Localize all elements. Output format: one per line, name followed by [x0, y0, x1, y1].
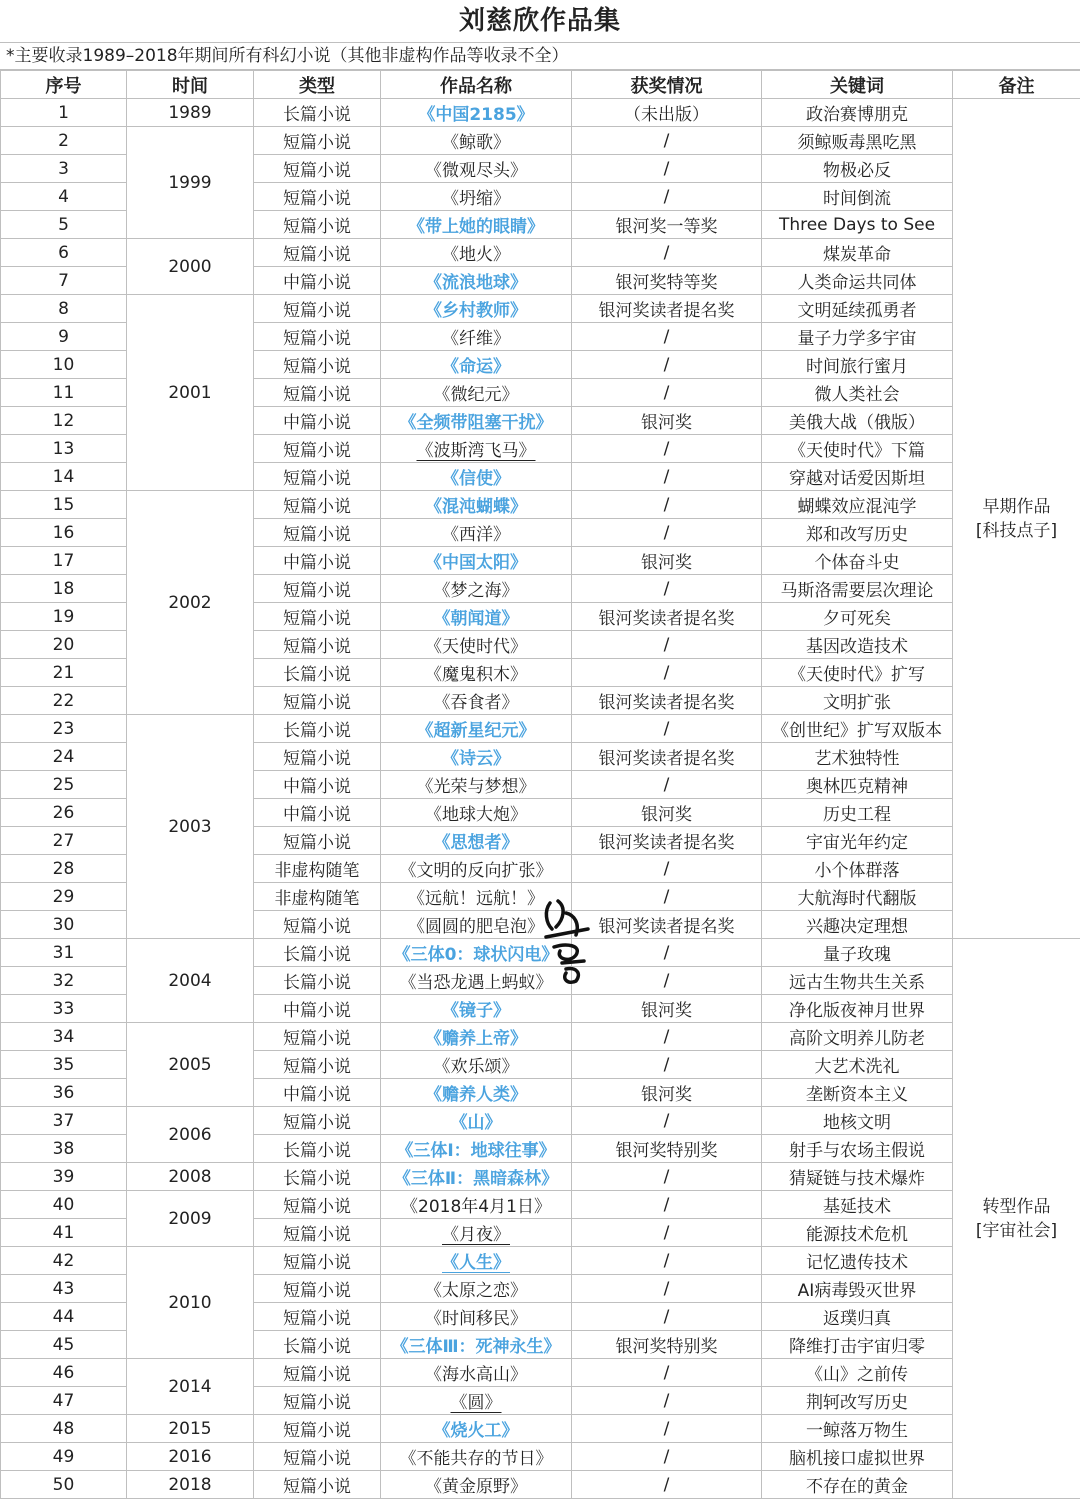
row-keyword: 量子力学多宇宙	[762, 323, 953, 351]
row-award: 银河奖读者提名奖	[572, 743, 762, 771]
row-year: 2008	[127, 1163, 254, 1191]
row-keyword: 大航海时代翻版	[762, 883, 953, 911]
row-work-title: 《地球大炮》	[381, 799, 572, 827]
row-no: 7	[1, 267, 127, 295]
row-work-title: 《圆圆的肥皂泡》	[381, 911, 572, 939]
header-year: 时间	[127, 71, 254, 99]
row-no: 38	[1, 1135, 127, 1163]
row-year: 2005	[127, 1023, 254, 1107]
row-work-title: 《光荣与梦想》	[381, 771, 572, 799]
page-title: 刘慈欣作品集	[0, 0, 1080, 43]
row-year: 1989	[127, 99, 254, 127]
row-no: 15	[1, 491, 127, 519]
row-keyword: 脑机接口虚拟世界	[762, 1443, 953, 1471]
row-keyword: 基延技术	[762, 1191, 953, 1219]
row-no: 28	[1, 855, 127, 883]
row-type: 短篇小说	[254, 911, 381, 939]
row-type: 中篇小说	[254, 547, 381, 575]
row-award: /	[572, 323, 762, 351]
row-keyword: 射手与农场主假说	[762, 1135, 953, 1163]
row-award: 银河奖读者提名奖	[572, 911, 762, 939]
row-no: 37	[1, 1107, 127, 1135]
row-award: 银河奖	[572, 1079, 762, 1107]
row-work-title: 《超新星纪元》	[381, 715, 572, 743]
row-year: 2015	[127, 1415, 254, 1443]
row-award: /	[572, 1247, 762, 1275]
row-type: 短篇小说	[254, 827, 381, 855]
row-type: 短篇小说	[254, 183, 381, 211]
row-keyword: 宇宙光年约定	[762, 827, 953, 855]
row-year: 2002	[127, 491, 254, 715]
row-work-title: 《山》	[381, 1107, 572, 1135]
row-award: /	[572, 155, 762, 183]
row-keyword: 高阶文明养儿防老	[762, 1023, 953, 1051]
signature-seal	[536, 893, 600, 989]
row-work-title: 《远航！远航！》	[381, 883, 572, 911]
row-work-title: 《朝闻道》	[381, 603, 572, 631]
row-no: 20	[1, 631, 127, 659]
row-no: 23	[1, 715, 127, 743]
row-no: 40	[1, 1191, 127, 1219]
row-award: /	[572, 1415, 762, 1443]
row-no: 43	[1, 1275, 127, 1303]
scope-note: *主要收录1989–2018年期间所有科幻小说（其他非虚构作品等收录不全）	[0, 43, 1080, 70]
row-type: 短篇小说	[254, 155, 381, 183]
row-type: 短篇小说	[254, 1303, 381, 1331]
row-type: 短篇小说	[254, 687, 381, 715]
row-keyword: 人类命运共同体	[762, 267, 953, 295]
row-no: 47	[1, 1387, 127, 1415]
table-row	[1, 715, 1080, 743]
row-no: 13	[1, 435, 127, 463]
row-work-title: 《微纪元》	[381, 379, 572, 407]
table-body	[1, 99, 1080, 1499]
row-no: 25	[1, 771, 127, 799]
row-award: /	[572, 1163, 762, 1191]
row-keyword: 净化版夜神月世界	[762, 995, 953, 1023]
row-work-title: 《诗云》	[381, 743, 572, 771]
row-year: 2009	[127, 1191, 254, 1247]
row-keyword: 地核文明	[762, 1107, 953, 1135]
row-no: 4	[1, 183, 127, 211]
row-keyword: 艺术独特性	[762, 743, 953, 771]
row-award: /	[572, 1275, 762, 1303]
row-type: 短篇小说	[254, 1247, 381, 1275]
row-work-title: 《纤维》	[381, 323, 572, 351]
table-row	[1, 1023, 1080, 1051]
works-table	[0, 70, 1080, 1499]
row-type: 短篇小说	[254, 603, 381, 631]
row-no: 21	[1, 659, 127, 687]
row-year: 1999	[127, 127, 254, 239]
row-keyword: 须鲸贩毒黑吃黑	[762, 127, 953, 155]
row-no: 36	[1, 1079, 127, 1107]
row-year: 2010	[127, 1247, 254, 1359]
row-award: /	[572, 1387, 762, 1415]
row-work-title: 《2018年4月1日》	[381, 1191, 572, 1219]
row-type: 短篇小说	[254, 323, 381, 351]
table-row	[1, 1415, 1080, 1443]
row-keyword: 降维打击宇宙归零	[762, 1331, 953, 1359]
row-keyword: 《天使时代》扩写	[762, 659, 953, 687]
row-type: 短篇小说	[254, 1471, 381, 1499]
row-no: 26	[1, 799, 127, 827]
row-keyword: 小个体群落	[762, 855, 953, 883]
row-type: 长篇小说	[254, 967, 381, 995]
row-type: 短篇小说	[254, 743, 381, 771]
row-no: 22	[1, 687, 127, 715]
row-work-title: 《三体Ⅰ：地球往事》	[381, 1135, 572, 1163]
row-type: 短篇小说	[254, 1275, 381, 1303]
header-remark: 备注	[953, 71, 1080, 99]
row-work-title: 《时间移民》	[381, 1303, 572, 1331]
row-work-title: 《梦之海》	[381, 575, 572, 603]
row-award: /	[572, 883, 762, 911]
row-award: 银河奖特别奖	[572, 1135, 762, 1163]
row-type: 短篇小说	[254, 379, 381, 407]
row-type: 中篇小说	[254, 995, 381, 1023]
table-row	[1, 1471, 1080, 1499]
row-year: 2001	[127, 295, 254, 491]
row-no: 11	[1, 379, 127, 407]
row-award: /	[572, 491, 762, 519]
row-no: 24	[1, 743, 127, 771]
row-work-title: 《微观尽头》	[381, 155, 572, 183]
row-keyword: Three Days to See	[762, 211, 953, 239]
row-work-title: 《带上她的眼睛》	[381, 211, 572, 239]
row-type: 短篇小说	[254, 1191, 381, 1219]
row-no: 17	[1, 547, 127, 575]
table-row	[1, 127, 1080, 155]
row-no: 41	[1, 1219, 127, 1247]
row-award: /	[572, 1023, 762, 1051]
row-no: 48	[1, 1415, 127, 1443]
row-keyword: 《天使时代》下篇	[762, 435, 953, 463]
table-row	[1, 99, 1080, 127]
row-award: /	[572, 463, 762, 491]
row-type: 长篇小说	[254, 659, 381, 687]
table-row	[1, 1359, 1080, 1387]
row-keyword: 蝴蝶效应混沌学	[762, 491, 953, 519]
row-keyword: 一鲸落万物生	[762, 1415, 953, 1443]
row-keyword: 政治赛博朋克	[762, 99, 953, 127]
row-year: 2018	[127, 1471, 254, 1499]
row-no: 29	[1, 883, 127, 911]
row-work-title: 《三体Ⅲ：死神永生》	[381, 1331, 572, 1359]
row-work-title: 《吞食者》	[381, 687, 572, 715]
row-type: 短篇小说	[254, 1359, 381, 1387]
header-no: 序号	[1, 71, 127, 99]
row-year: 2016	[127, 1443, 254, 1471]
row-year: 2004	[127, 939, 254, 1023]
row-award: /	[572, 183, 762, 211]
row-work-title: 《海水高山》	[381, 1359, 572, 1387]
header-type: 类型	[254, 71, 381, 99]
row-keyword: AI病毒毁灭世界	[762, 1275, 953, 1303]
row-keyword: 郑和改写历史	[762, 519, 953, 547]
row-type: 短篇小说	[254, 351, 381, 379]
row-type: 长篇小说	[254, 99, 381, 127]
row-no: 50	[1, 1471, 127, 1499]
row-type: 长篇小说	[254, 1331, 381, 1359]
row-keyword: 《创世纪》扩写双版本	[762, 715, 953, 743]
row-award: /	[572, 1219, 762, 1247]
row-award: 银河奖	[572, 407, 762, 435]
row-no: 35	[1, 1051, 127, 1079]
row-award: 银河奖特等奖	[572, 267, 762, 295]
row-no: 19	[1, 603, 127, 631]
row-type: 短篇小说	[254, 1107, 381, 1135]
table-row	[1, 295, 1080, 323]
row-keyword: 记忆遗传技术	[762, 1247, 953, 1275]
row-type: 长篇小说	[254, 715, 381, 743]
row-keyword: 文明扩张	[762, 687, 953, 715]
row-keyword: 大艺术洗礼	[762, 1051, 953, 1079]
row-award: /	[572, 519, 762, 547]
row-type: 非虚构随笔	[254, 883, 381, 911]
row-keyword: 文明延续孤勇者	[762, 295, 953, 323]
row-award: /	[572, 1359, 762, 1387]
row-no: 44	[1, 1303, 127, 1331]
row-type: 长篇小说	[254, 1135, 381, 1163]
row-work-title: 《人生》	[381, 1247, 572, 1275]
row-keyword: 历史工程	[762, 799, 953, 827]
row-type: 长篇小说	[254, 1163, 381, 1191]
row-award: 银河奖读者提名奖	[572, 603, 762, 631]
row-award: 银河奖	[572, 995, 762, 1023]
row-award: /	[572, 715, 762, 743]
row-no: 12	[1, 407, 127, 435]
row-keyword: 马斯洛需要层次理论	[762, 575, 953, 603]
row-award: 银河奖	[572, 799, 762, 827]
row-no: 34	[1, 1023, 127, 1051]
row-type: 短篇小说	[254, 491, 381, 519]
table-row	[1, 1107, 1080, 1135]
row-no: 14	[1, 463, 127, 491]
row-work-title: 《全频带阻塞干扰》	[381, 407, 572, 435]
row-work-title: 《鲸歌》	[381, 127, 572, 155]
row-keyword: 时间旅行蜜月	[762, 351, 953, 379]
row-keyword: 猜疑链与技术爆炸	[762, 1163, 953, 1191]
row-no: 30	[1, 911, 127, 939]
row-work-title: 《乡村教师》	[381, 295, 572, 323]
row-work-title: 《当恐龙遇上蚂蚁》	[381, 967, 572, 995]
row-remark: 转型作品 [宇宙社会]	[953, 939, 1080, 1499]
row-no: 1	[1, 99, 127, 127]
row-keyword: 时间倒流	[762, 183, 953, 211]
row-year: 2014	[127, 1359, 254, 1415]
row-type: 短篇小说	[254, 1023, 381, 1051]
row-work-title: 《西洋》	[381, 519, 572, 547]
row-no: 3	[1, 155, 127, 183]
row-type: 短篇小说	[254, 575, 381, 603]
row-no: 49	[1, 1443, 127, 1471]
row-award: /	[572, 855, 762, 883]
row-type: 中篇小说	[254, 771, 381, 799]
row-award: /	[572, 1443, 762, 1471]
row-work-title: 《月夜》	[381, 1219, 572, 1247]
row-work-title: 《混沌蝴蝶》	[381, 491, 572, 519]
row-no: 6	[1, 239, 127, 267]
row-work-title: 《坍缩》	[381, 183, 572, 211]
row-type: 短篇小说	[254, 1387, 381, 1415]
row-keyword: 能源技术危机	[762, 1219, 953, 1247]
row-type: 短篇小说	[254, 435, 381, 463]
row-year: 2000	[127, 239, 254, 295]
row-keyword: 夕可死矣	[762, 603, 953, 631]
row-keyword: 奥林匹克精神	[762, 771, 953, 799]
row-no: 39	[1, 1163, 127, 1191]
row-type: 短篇小说	[254, 239, 381, 267]
row-type: 短篇小说	[254, 519, 381, 547]
row-work-title: 《烧火工》	[381, 1415, 572, 1443]
row-remark: 早期作品 [科技点子]	[953, 99, 1080, 939]
row-type: 短篇小说	[254, 127, 381, 155]
row-work-title: 《中国2185》	[381, 99, 572, 127]
row-type: 短篇小说	[254, 1415, 381, 1443]
row-type: 中篇小说	[254, 1079, 381, 1107]
row-award: /	[572, 939, 762, 967]
row-work-title: 《地火》	[381, 239, 572, 267]
row-no: 18	[1, 575, 127, 603]
row-work-title: 《文明的反向扩张》	[381, 855, 572, 883]
row-type: 中篇小说	[254, 267, 381, 295]
row-type: 短篇小说	[254, 211, 381, 239]
row-no: 2	[1, 127, 127, 155]
row-no: 32	[1, 967, 127, 995]
row-award: /	[572, 631, 762, 659]
row-award: /	[572, 1051, 762, 1079]
row-work-title: 《三体0：球状闪电》	[381, 939, 572, 967]
row-keyword: 个体奋斗史	[762, 547, 953, 575]
row-type: 非虚构随笔	[254, 855, 381, 883]
row-keyword: 垄断资本主义	[762, 1079, 953, 1107]
row-award: 银河奖特别奖	[572, 1331, 762, 1359]
row-award: /	[572, 1107, 762, 1135]
row-award: /	[572, 967, 762, 995]
row-award: /	[572, 379, 762, 407]
row-work-title: 《流浪地球》	[381, 267, 572, 295]
row-keyword: 不存在的黄金	[762, 1471, 953, 1499]
row-work-title: 《黄金原野》	[381, 1471, 572, 1499]
row-year: 2006	[127, 1107, 254, 1163]
row-work-title: 《三体Ⅱ：黑暗森林》	[381, 1163, 572, 1191]
header-work: 作品名称	[381, 71, 572, 99]
row-award: 银河奖读者提名奖	[572, 687, 762, 715]
row-work-title: 《思想者》	[381, 827, 572, 855]
row-keyword: 返璞归真	[762, 1303, 953, 1331]
row-type: 长篇小说	[254, 939, 381, 967]
table-row	[1, 239, 1080, 267]
row-type: 短篇小说	[254, 1443, 381, 1471]
row-type: 短篇小说	[254, 463, 381, 491]
row-keyword: 基因改造技术	[762, 631, 953, 659]
row-no: 16	[1, 519, 127, 547]
row-award: 银河奖读者提名奖	[572, 295, 762, 323]
row-no: 27	[1, 827, 127, 855]
row-keyword: 美俄大战（俄版）	[762, 407, 953, 435]
row-award: /	[572, 659, 762, 687]
row-no: 9	[1, 323, 127, 351]
table-row	[1, 491, 1080, 519]
row-year: 2003	[127, 715, 254, 939]
row-work-title: 《镜子》	[381, 995, 572, 1023]
row-work-title: 《中国太阳》	[381, 547, 572, 575]
row-keyword: 穿越对话爱因斯坦	[762, 463, 953, 491]
row-work-title: 《欢乐颂》	[381, 1051, 572, 1079]
row-award: /	[572, 575, 762, 603]
row-award: 银河奖读者提名奖	[572, 827, 762, 855]
row-work-title: 《圆》	[381, 1387, 572, 1415]
row-award: （未出版）	[572, 99, 762, 127]
row-no: 31	[1, 939, 127, 967]
row-work-title: 《魔鬼积木》	[381, 659, 572, 687]
row-keyword: 量子玫瑰	[762, 939, 953, 967]
row-keyword: 微人类社会	[762, 379, 953, 407]
row-no: 33	[1, 995, 127, 1023]
row-award: 银河奖一等奖	[572, 211, 762, 239]
table-row	[1, 1443, 1080, 1471]
row-no: 45	[1, 1331, 127, 1359]
row-work-title: 《信使》	[381, 463, 572, 491]
row-award: /	[572, 1191, 762, 1219]
row-award: /	[572, 435, 762, 463]
row-work-title: 《命运》	[381, 351, 572, 379]
row-keyword: 物极必反	[762, 155, 953, 183]
row-type: 短篇小说	[254, 1219, 381, 1247]
table-row	[1, 1247, 1080, 1275]
row-no: 42	[1, 1247, 127, 1275]
row-no: 8	[1, 295, 127, 323]
row-no: 10	[1, 351, 127, 379]
row-award: /	[572, 127, 762, 155]
row-no: 5	[1, 211, 127, 239]
row-award: /	[572, 771, 762, 799]
row-award: /	[572, 1471, 762, 1499]
row-award: /	[572, 351, 762, 379]
row-work-title: 《天使时代》	[381, 631, 572, 659]
header-keyword: 关键词	[762, 71, 953, 99]
header-award: 获奖情况	[572, 71, 762, 99]
row-keyword: 远古生物共生关系	[762, 967, 953, 995]
row-work-title: 《不能共存的节日》	[381, 1443, 572, 1471]
row-type: 中篇小说	[254, 407, 381, 435]
row-work-title: 《赡养人类》	[381, 1079, 572, 1107]
row-type: 中篇小说	[254, 799, 381, 827]
row-work-title: 《赡养上帝》	[381, 1023, 572, 1051]
row-work-title: 《太原之恋》	[381, 1275, 572, 1303]
table-row	[1, 1163, 1080, 1191]
row-award: 银河奖	[572, 547, 762, 575]
row-award: /	[572, 239, 762, 267]
row-keyword: 煤炭革命	[762, 239, 953, 267]
row-no: 46	[1, 1359, 127, 1387]
row-work-title: 《波斯湾飞马》	[381, 435, 572, 463]
row-type: 短篇小说	[254, 295, 381, 323]
table-header	[1, 71, 1080, 99]
table-row	[1, 1191, 1080, 1219]
row-keyword: 《山》之前传	[762, 1359, 953, 1387]
row-keyword: 荆轲改写历史	[762, 1387, 953, 1415]
row-type: 短篇小说	[254, 1051, 381, 1079]
row-type: 短篇小说	[254, 631, 381, 659]
row-keyword: 兴趣决定理想	[762, 911, 953, 939]
row-award: /	[572, 1303, 762, 1331]
